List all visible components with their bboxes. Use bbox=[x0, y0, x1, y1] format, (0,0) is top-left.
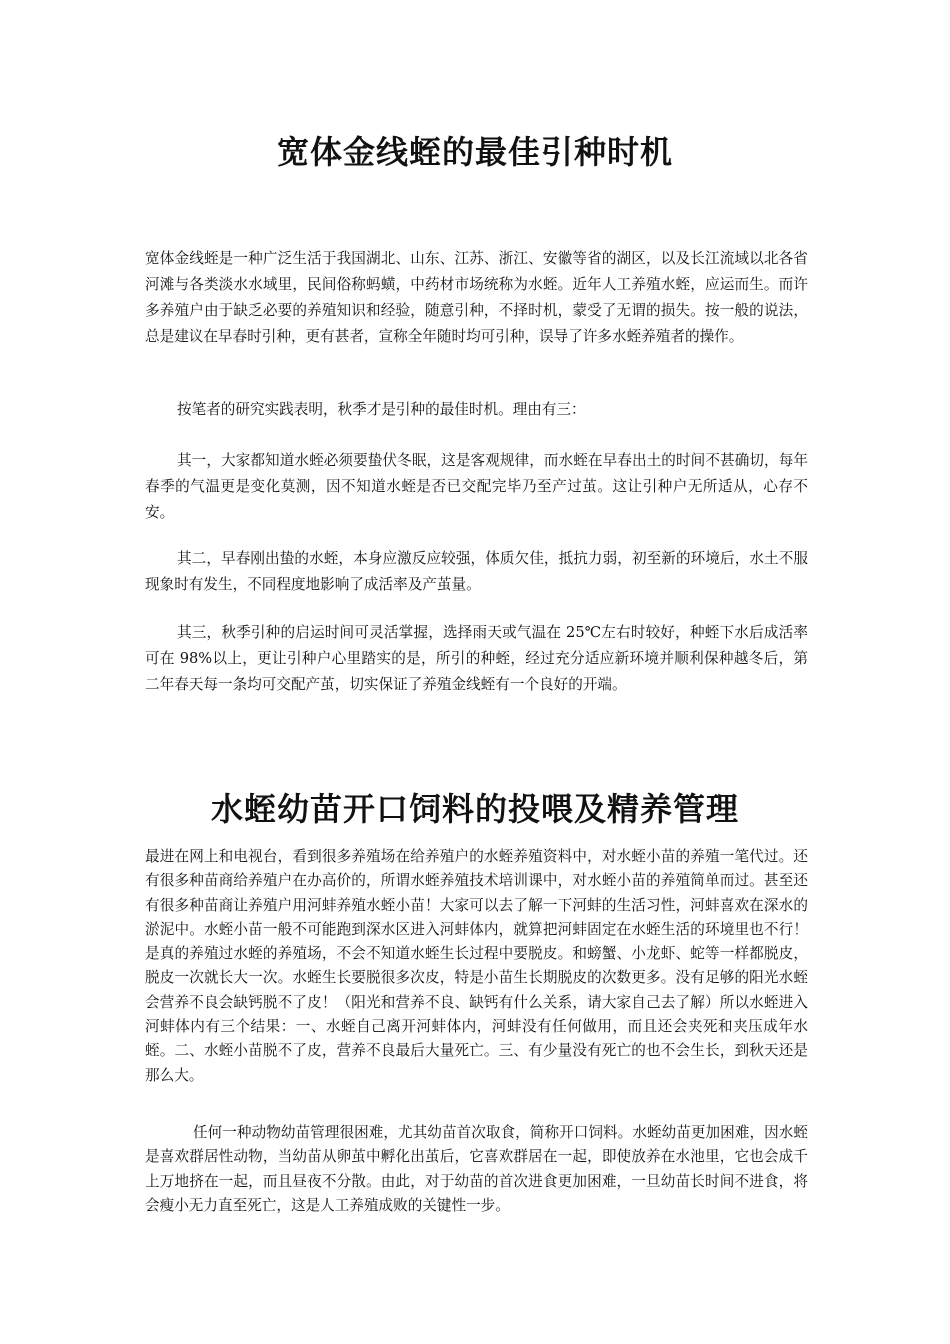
article1-paragraph-reason-2: 其二，早春刚出蛰的水蛭，本身应激反应较强，体质欠佳，抵抗力弱，初至新的环境后，水土不服现象时有发生，不同程度地影响了成活率及产茧量。 bbox=[145, 550, 808, 593]
article1-paragraph-reason-1: 其一，大家都知道水蛭必须要蛰伏冬眠，这是客观规律，而水蛭在早春出土的时间不甚确切，每年春季的气温更是变化莫测，因不知道水蛭是否已交配完毕乃至产过茧。这让引种户无所适从，心存不安。 bbox=[145, 452, 808, 521]
article2-paragraph-2: 任何一种动物幼苗管理很困难，尤其幼苗首次取食，简称开口饲料。水蛭幼苗更加困难，因水蛭是喜欢群居性动物，当幼苗从卵茧中孵化出茧后，它喜欢群居在一起，即使放养在水池里，它也会成千上万地挤在一起，而且昼夜不分散。由此，对于幼苗的首次进食更加困难，一旦幼苗长时间不进食，将会瘦小无力直至死亡，这是人工养殖成败的关键性一步。 bbox=[145, 1124, 808, 1214]
article1-paragraph-reason-3: 其三，秋季引种的启运时间可灵活掌握，选择雨天或气温在 25℃左右时较好，种蛭下水后成活率可在 98%以上，更让引种户心里踏实的是，所引的种蛭，经过充分适应新环境并顺利保种越冬后，第二年春天每一条均可交配产茧，切实保证了养殖金线蛭有一个良好的开端。 bbox=[145, 624, 808, 693]
article2-paragraph-1: 最进在网上和电视台，看到很多养殖场在给养殖户的水蛭养殖资料中，对水蛭小苗的养殖一笔代过。还有很多种苗商给养殖户在办高价的，所谓水蛭养殖技术培训课中，对水蛭小苗的养殖简单而过。甚至还有很多种苗商让养殖户用河蚌养殖水蛭小苗！大家可以去了解一下河蚌的生活习性，河蚌喜欢在深水的淤泥中。水蛭小苗一般不可能跑到深水区进入河蚌体内，就算把河蚌固定在水蛭生活的环境里也不行！是真的养殖过水蛭的养殖场，不会不知道水蛭生长过程中要脱皮。和螃蟹、小龙虾、蛇等一样都脱皮，脱皮一次就长大一次。水蛭生长要脱很多次皮，特是小苗生长期脱皮的次数更多。没有足够的阳光水蛭会营养不良会缺钙脱不了皮！（阳光和营养不良、缺钙有什么关系，请大家自己去了解）所以水蛭进入河蚌体内有三个结果：一、水蛭自己离开河蚌体内，河蚌没有任何做用，而且还会夹死和夹压成年水蛭。二、水蛭小苗脱不了皮，营养不良最后大量死亡。三、有少量没有死亡的也不会生长，到秋天还是那么大。 bbox=[145, 848, 808, 1084]
article-title-1: 宽体金线蛭的最佳引种时机 bbox=[276, 133, 673, 171]
article1-paragraph-intro: 宽体金线蛭是一种广泛生活于我国湖北、山东、江苏、浙江、安徽等省的湖区，以及长江流域以北各省河滩与各类淡水水域里，民间俗称蚂蟥，中药材市场统称为水蛭。近年人工养殖水蛭，应运而生。而许多养殖户由于缺乏必要的养殖知识和经验，随意引种，不择时机，蒙受了无谓的损失。按一般的说法，总是建议在早春时引种，更有甚者，宣称全年随时均可引种，误导了许多水蛭养殖者的操作。 bbox=[145, 250, 808, 345]
article1-paragraph-thesis: 按笔者的研究实践表明，秋季才是引种的最佳时机。理由有三： bbox=[177, 401, 586, 418]
article-title-2: 水蛭幼苗开口饲料的投喂及精养管理 bbox=[210, 790, 739, 828]
